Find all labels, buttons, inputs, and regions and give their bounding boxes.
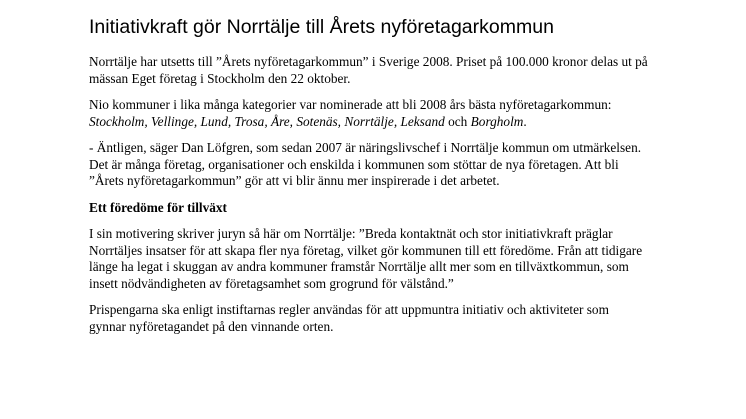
nominees-and: och — [444, 113, 471, 129]
page-title: Initiativkraft gör Norrtälje till Årets nyföretagarkommun — [89, 16, 554, 38]
nominees-list: Stockholm, Vellinge, Lund, Trosa, Åre, Sotenäs, Norrtälje, Leksand — [89, 113, 445, 129]
press-release — [89, 14, 649, 345]
nominees-end: . — [523, 113, 527, 129]
nominees-intro: Nio kommuner i lika många kategorier var nominerade att bli 2008 års bästa nyföretagarkommun: — [89, 97, 612, 112]
paragraph-prize-money: Prispengarna ska enligt instiftarnas regler användas för att uppmuntra initiativ och aktiviteter som gynnar nyföretagandet på den vinnande orten. — [89, 302, 609, 334]
paragraph-quote: - Äntligen, säger Dan Löfgren, som sedan 2007 är näringslivschef i Norrtälje kommun om utmärkelsen. Det är många företag, organisationer och enskilda i kommunen som stöttar de nya företagen. Att bli ”Årets nyföretagarkommun” gör att vi blir ännu mer inspirerade i det arbetet. — [89, 140, 642, 188]
section-heading: Ett föredöme för tillväxt — [89, 199, 227, 215]
paragraph-award-announcement: Norrtälje har utsetts till ”Årets nyföretagarkommun” i Sverige 2008. Priset på 100.000 kronor delas ut på mässan Eget företag i Stockholm den 22 oktober. — [89, 54, 648, 86]
nominees-last: Borgholm — [470, 113, 524, 129]
paragraph-nominees — [89, 97, 649, 130]
paragraph-jury-motivation: I sin motivering skriver juryn så här om Norrtälje: ”Breda kontaktnät och stor initiativkraft präglar Norrtäljes insatser för att skapa fler nya företag, vilket gör kommunen till ett föredöme. Från att tidigare länge ha legat i skuggan av andra kommuner framstår Norrtälje allt mer som en tillväxtkommun, som insett nödvändigheten av företagsamhet som grogrund för välstånd.” — [89, 226, 643, 291]
